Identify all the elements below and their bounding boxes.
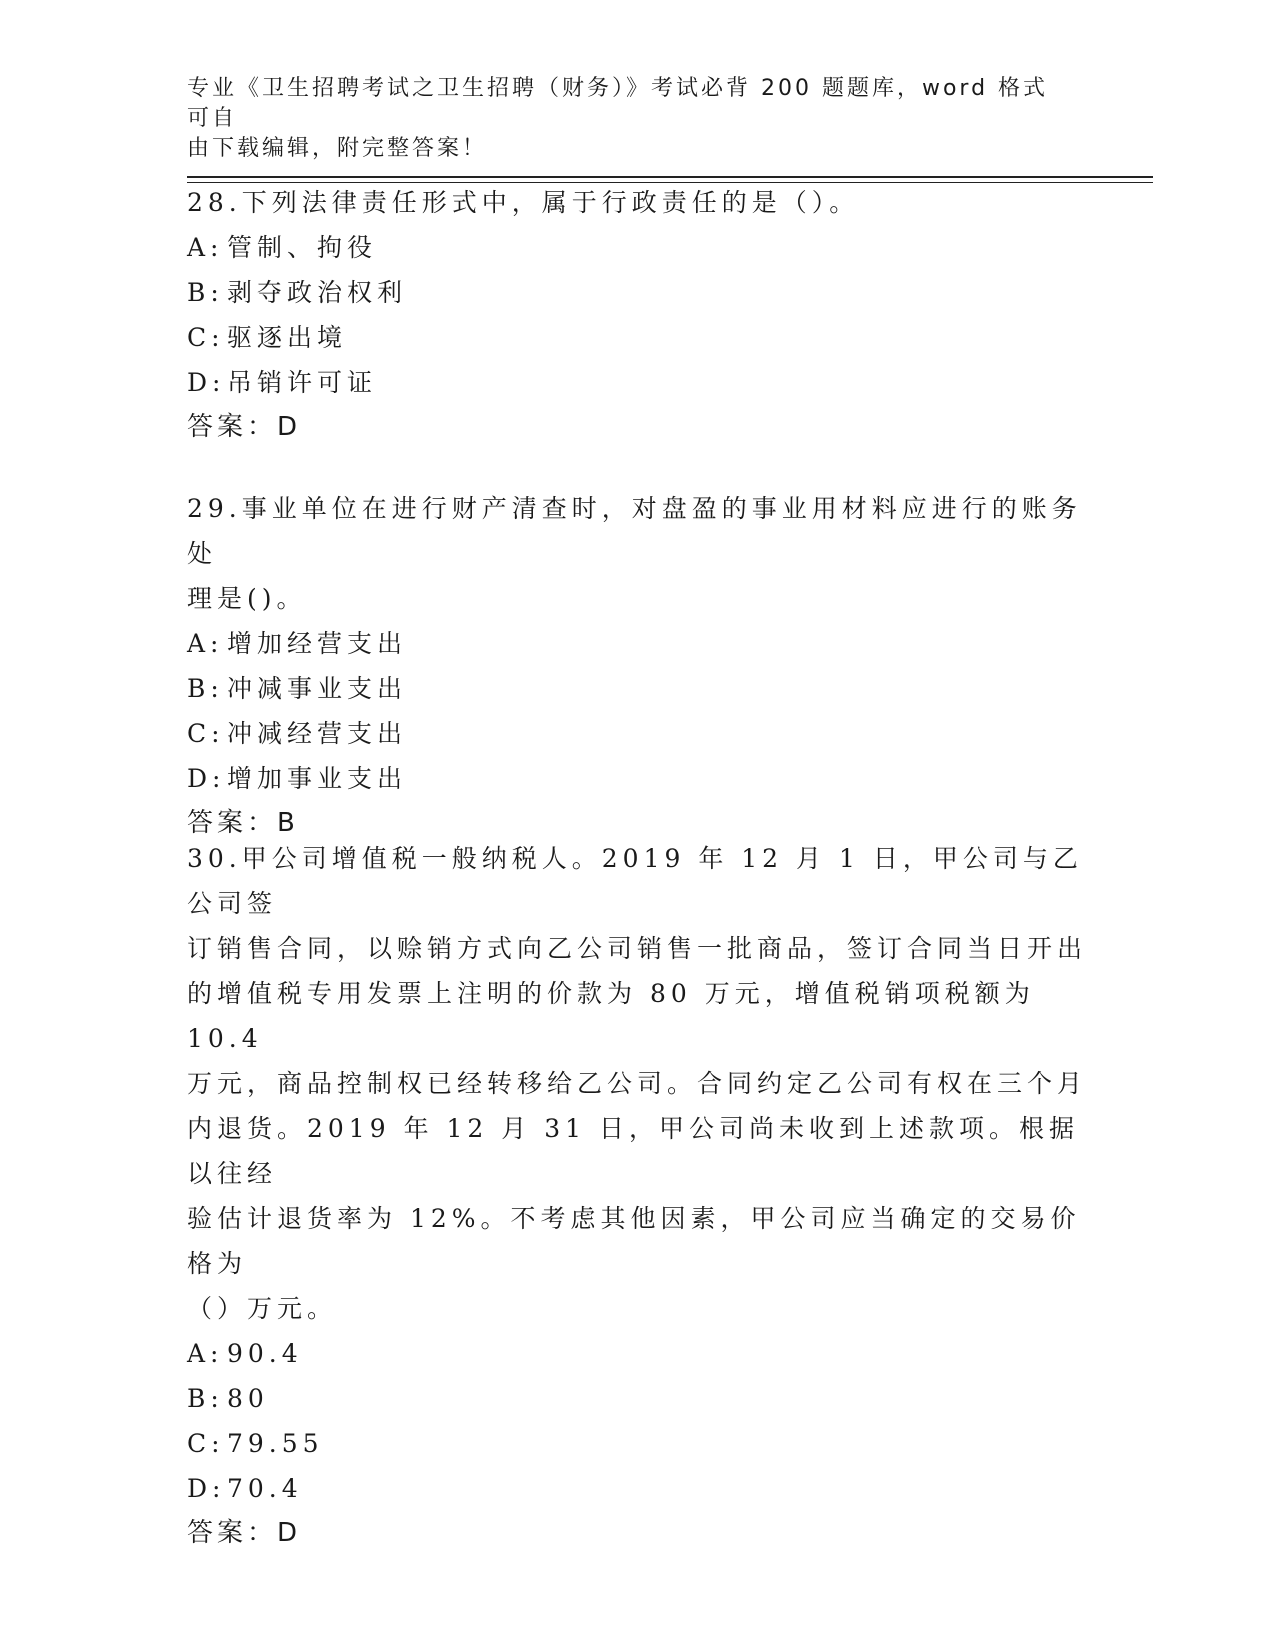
answer-line bbox=[187, 405, 1087, 450]
answer-value: B bbox=[277, 808, 297, 838]
question-text-line: （）万元。 bbox=[187, 1294, 338, 1323]
option-c: C: 79.55 bbox=[187, 1429, 324, 1458]
question-text-line: 理是()。 bbox=[187, 584, 307, 613]
option-c: C: 冲减经营支出 bbox=[187, 719, 408, 748]
question-text-line: 验估计退货率为 12%。不考虑其他因素，甲公司应当确定的交易价格为 bbox=[187, 1204, 1081, 1278]
answer-line bbox=[187, 1511, 1087, 1556]
answer-label: 答案： bbox=[187, 1518, 278, 1548]
question-text-line: 内退货。2019 年 12 月 31 日，甲公司尚未收到上述款项。根据以往经 bbox=[187, 1114, 1079, 1188]
header-line-1: 专业《卫生招聘考试之卫生招聘（财务）》考试必背 200 题题库，word 格式可自 bbox=[187, 76, 1049, 131]
option-d: D: 增加事业支出 bbox=[187, 764, 408, 793]
option-a: A: 增加经营支出 bbox=[187, 629, 408, 658]
question-text-line: 29.事业单位在进行财产清查时，对盘盈的事业用材料应进行的账务处 bbox=[187, 494, 1082, 568]
question-text-line: 万元，商品控制权已经转移给乙公司。合同约定乙公司有权在三个月 bbox=[187, 1069, 1088, 1098]
option-b: B: 剥夺政治权利 bbox=[187, 278, 408, 307]
question-text-line: 28.下列法律责任形式中，属于行政责任的是（）。 bbox=[187, 188, 860, 217]
question-28 bbox=[187, 180, 1087, 450]
header-divider-thick bbox=[187, 176, 1153, 178]
option-c: C: 驱逐出境 bbox=[187, 323, 348, 352]
header-line-2: 由下载编辑，附完整答案！ bbox=[187, 136, 488, 161]
document-header bbox=[187, 74, 1067, 164]
option-b: B: 冲减事业支出 bbox=[187, 674, 408, 703]
option-d: D: 70.4 bbox=[187, 1474, 303, 1503]
answer-value: D bbox=[277, 1518, 300, 1548]
question-29 bbox=[187, 486, 1087, 846]
option-a: A: 管制、拘役 bbox=[187, 233, 378, 262]
answer-label: 答案： bbox=[187, 412, 278, 442]
question-text-line: 订销售合同，以赊销方式向乙公司销售一批商品，签订合同当日开出 bbox=[187, 934, 1088, 963]
answer-value: D bbox=[277, 412, 300, 442]
question-30 bbox=[187, 836, 1087, 1556]
question-text-line: 30.甲公司增值税一般纳税人。2019 年 12 月 1 日，甲公司与乙公司签 bbox=[187, 844, 1083, 918]
option-d: D: 吊销许可证 bbox=[187, 368, 378, 397]
answer-label: 答案： bbox=[187, 808, 278, 838]
option-a: A: 90.4 bbox=[187, 1339, 303, 1368]
question-text-line: 的增值税专用发票上注明的价款为 80 万元，增值税销项税额为 10.4 bbox=[187, 979, 1035, 1053]
option-b: B: 80 bbox=[187, 1384, 269, 1413]
